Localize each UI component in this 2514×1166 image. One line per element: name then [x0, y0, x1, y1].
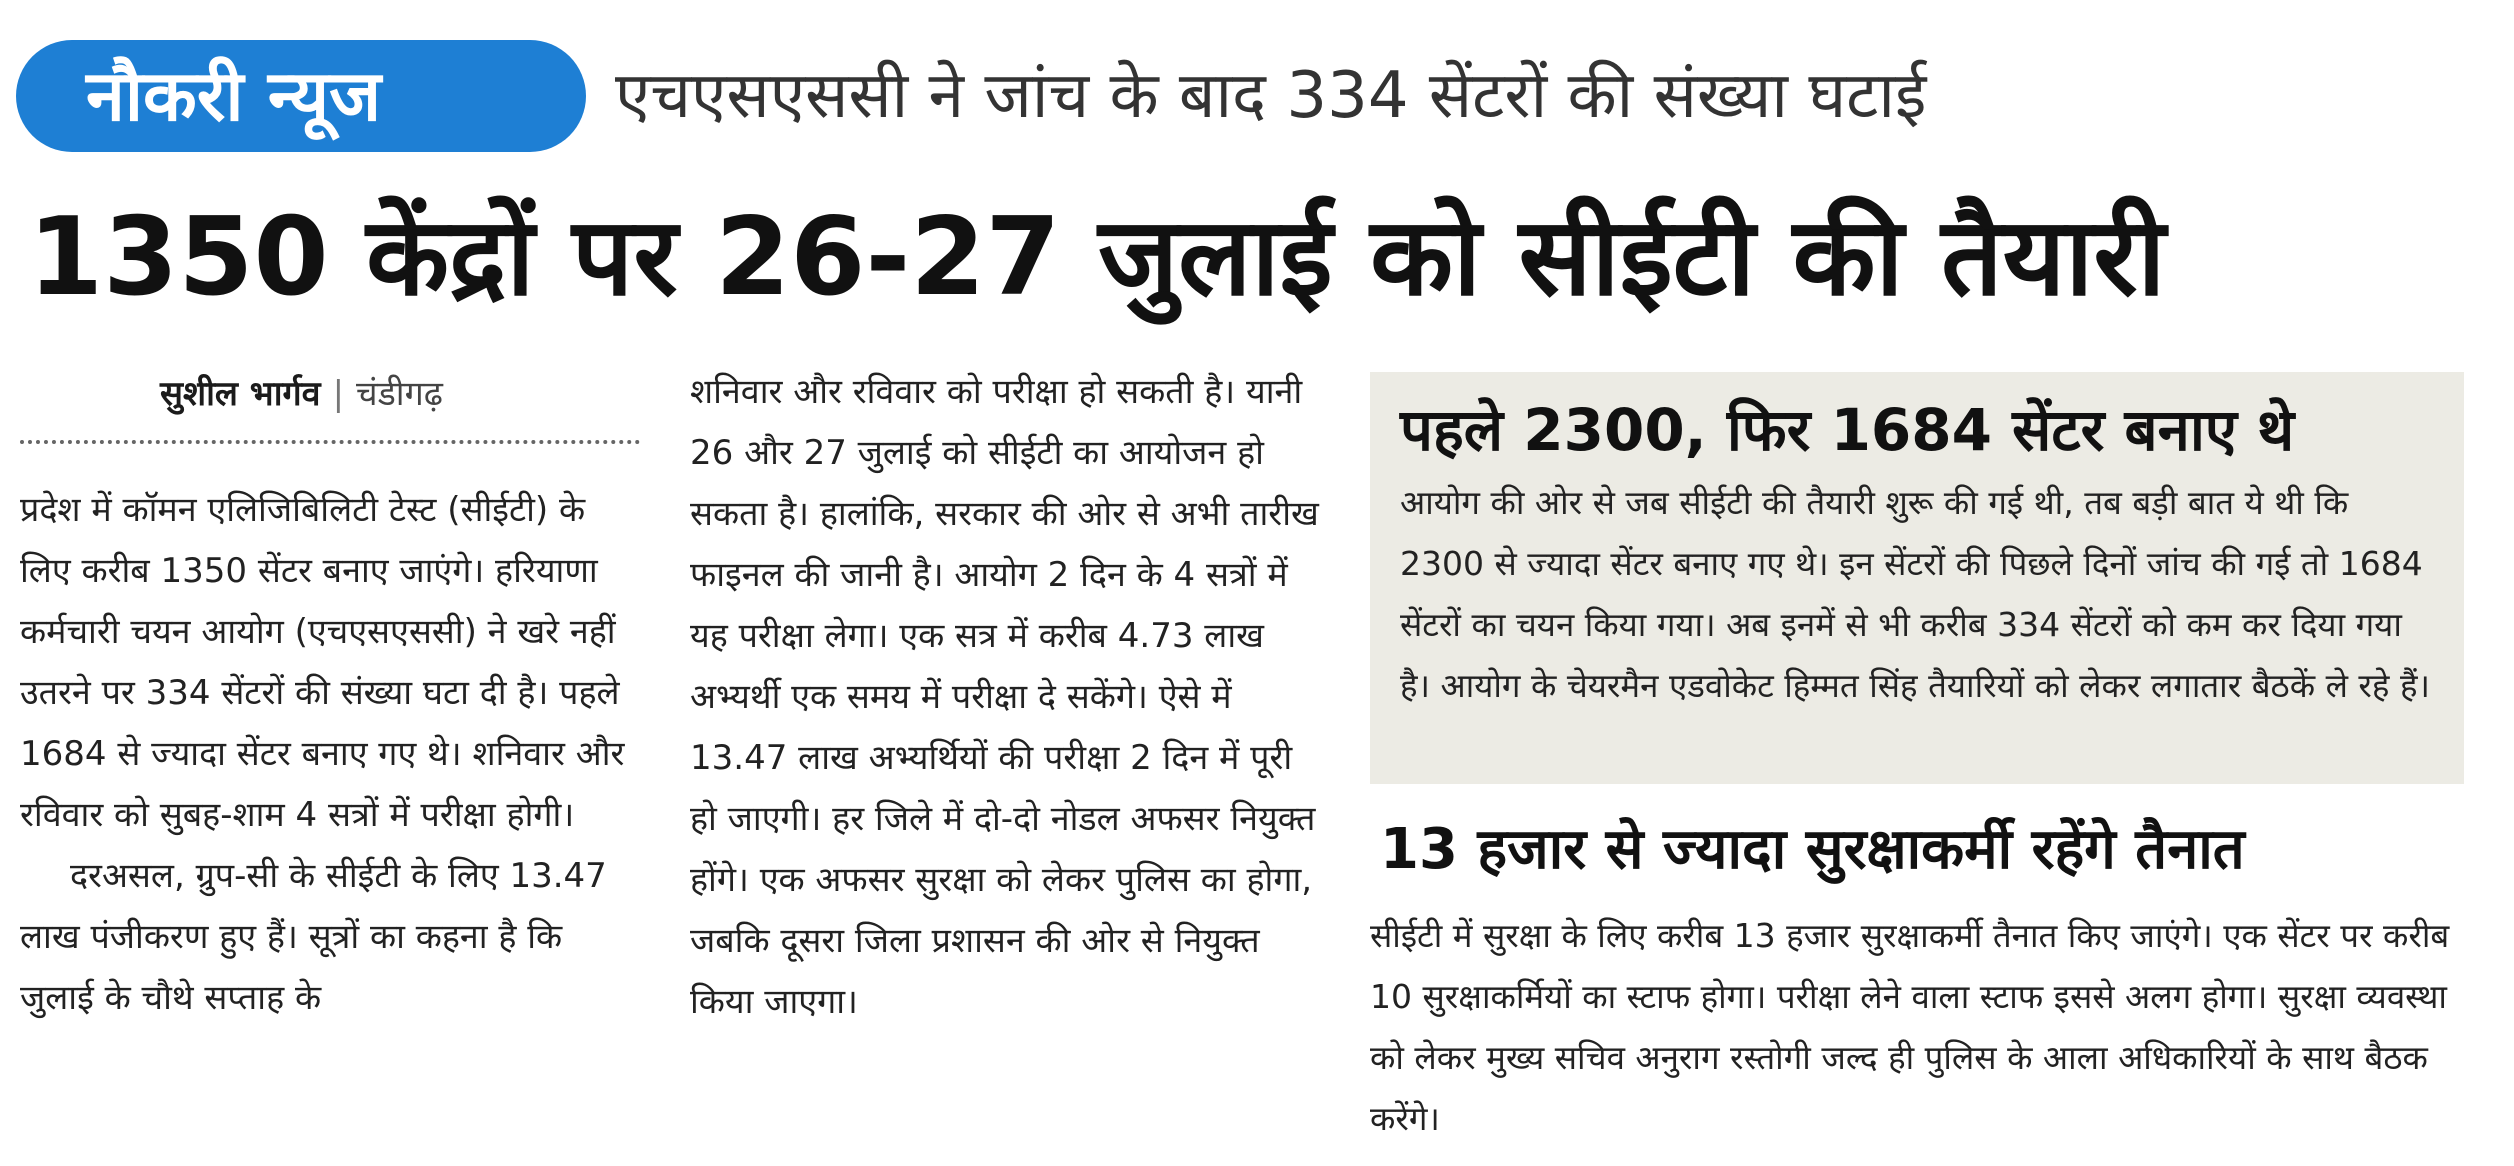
author-name: सुशील भार्गव: [160, 374, 321, 414]
subsection-title: 13 हजार से ज्यादा सुरक्षाकर्मी रहेंगे तैनात: [1380, 817, 2245, 882]
section-tag-label: नौकरी न्यूज: [86, 55, 382, 137]
main-headline: 1350 केंद्रों पर 26-27 जुलाई को सीईटी की तैयारी: [28, 195, 2166, 320]
sidebar-box-title: पहले 2300, फिर 1684 सेंटर बनाए थे: [1400, 396, 2295, 464]
byline: [160, 365, 443, 423]
article-paragraph: प्रदेश में कॉमन एलिजिबिलिटी टेस्ट (सीईटी) के लिए करीब 1350 सेंटर बनाए जाएंगे। हरियाणा कर्मचारी चयन आयोग (एचएसएससी) ने खरे नहीं उतरने पर 334 सेंटरों की संख्या घटा दी है। पहले 1684 से ज्यादा सेंटर बनाए गए थे। शनिवार और रविवार को सुबह-शाम 4 सत्रों में परीक्षा होगी।: [20, 490, 625, 835]
kicker-headline: एचएसएससी ने जांच के बाद 334 सेंटरों की संख्या घटाई: [615, 59, 1927, 133]
byline-separator: |: [332, 374, 345, 414]
article-paragraph: दरअसल, ग्रुप-सी के सीईटी के लिए 13.47 लाख पंजीकरण हुए हैं। सूत्रों का कहना है कि जुलाई के चौथे सप्ताह के: [20, 856, 607, 1018]
sidebar-box-text: आयोग की ओर से जब सीईटी की तैयारी शुरू की गई थी, तब बड़ी बात ये थी कि 2300 से ज्यादा सेंटर बनाए गए थे। इन सेंटरों की पिछले दिनों जांच की गई तो 1684 सेंटरों का चयन किया गया। अब इनमें से भी करीब 334 सेंटरों को कम कर दिया गया है। आयोग के चेयरमैन एडवोकेट हिम्मत सिंह तैयारियों को लेकर लगातार बैठकें ले रहे हैं।: [1400, 483, 2430, 705]
dateline-city: चंडीगढ़: [356, 374, 443, 414]
subsection-text: सीईटी में सुरक्षा के लिए करीब 13 हजार सुरक्षाकर्मी तैनात किए जाएंगे। एक सेंटर पर करीब 10 सुरक्षाकर्मियों का स्टाफ होगा। परीक्षा लेने वाला स्टाफ इससे अलग होगा। सुरक्षा व्यवस्था को लेकर मुख्य सचिव अनुराग रस्तोगी जल्द ही पुलिस के आला अधिकारियों के साथ बैठक करेंगे।: [1370, 916, 2450, 1138]
section-tag: [16, 40, 586, 152]
sidebar-box: [1370, 372, 2464, 784]
article-column-2: [690, 362, 1320, 1033]
article-column-1: [20, 480, 640, 1029]
byline-divider: [20, 440, 640, 444]
article-paragraph: शनिवार और रविवार को परीक्षा हो सकती है। यानी 26 और 27 जुलाई को सीईटी का आयोजन हो सकता है। हालांकि, सरकार की ओर से अभी तारीख फाइनल की जानी है। आयोग 2 दिन के 4 सत्रों में यह परीक्षा लेगा। एक सत्र में करीब 4.73 लाख अभ्यर्थी एक समय में परीक्षा दे सकेंगे। ऐसे में 13.47 लाख अभ्यर्थियों की परीक्षा 2 दिन में पूरी हो जाएगी। हर जिले में दो-दो नोडल अफसर नियुक्त होंगे। एक अफसर सुरक्षा को लेकर पुलिस का होगा, जबकि दूसरा जिला प्रशासन की ओर से नियुक्त किया जाएगा।: [690, 372, 1319, 1022]
